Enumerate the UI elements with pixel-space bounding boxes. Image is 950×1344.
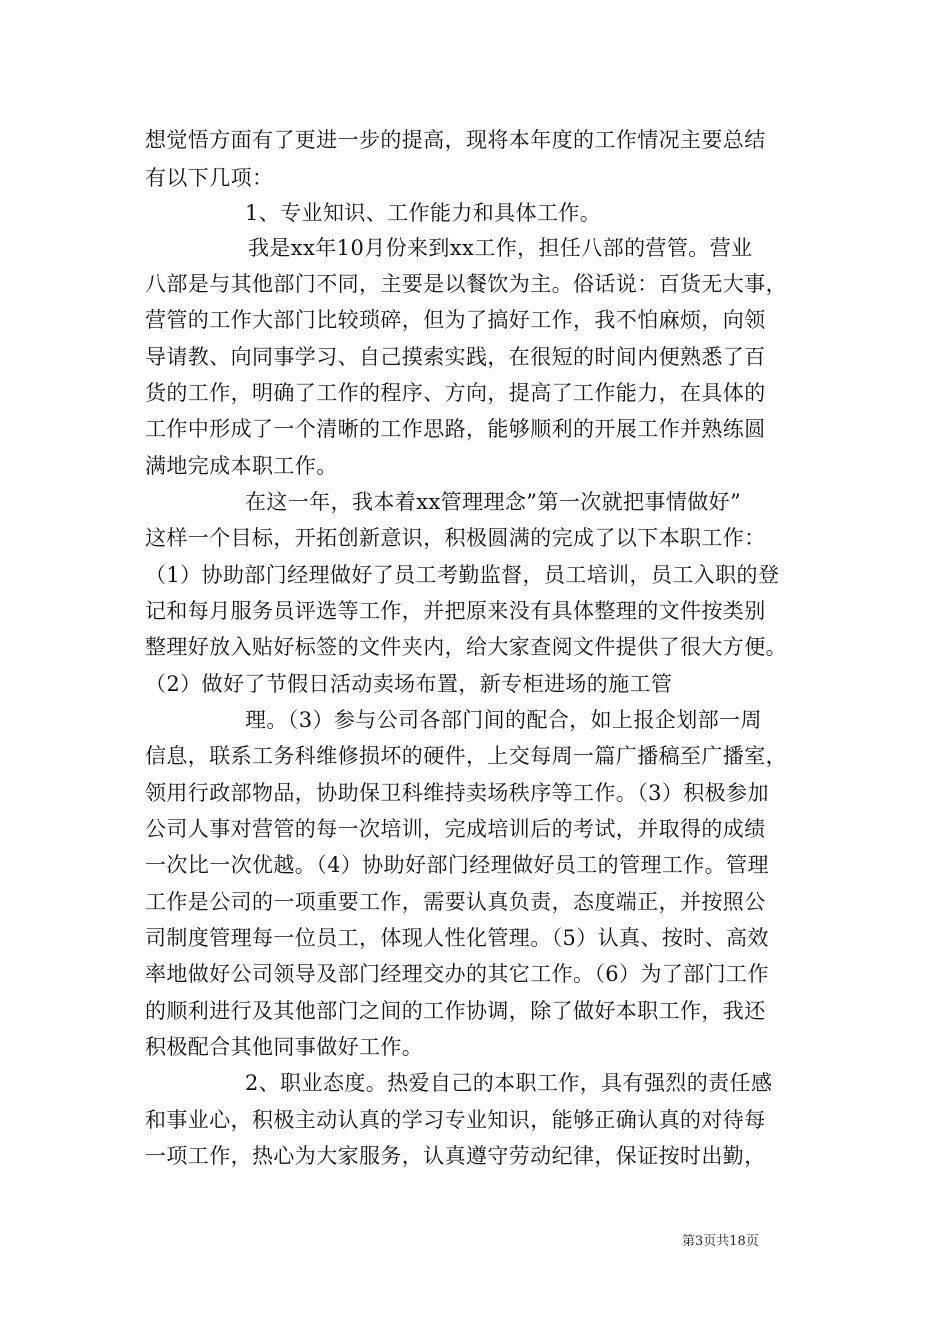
page-number-footer: 第3页共18页 bbox=[682, 1234, 759, 1249]
text-line: 想觉悟方面有了更进一步的提高，现将本年度的工作情况主要总结 bbox=[145, 128, 766, 152]
text-line: 整理好放入贴好标签的文件夹内，给大家查阅文件提供了很大方便。 bbox=[145, 635, 787, 659]
text-line: 有以下几项： bbox=[145, 166, 274, 190]
text-line: 率地做好公司领导及部门经理交办的其它工作。（6）为了部门工作 bbox=[145, 962, 769, 986]
text-line: 导请教、向同事学习、自己摸索实践，在很短的时间内便熟悉了百 bbox=[145, 345, 766, 369]
text-line: 这样一个目标，开拓创新意识，积极圆满的完成了以下本职工作： bbox=[145, 526, 766, 550]
text-line: 工作中形成了一个清晰的工作思路，能够顺利的开展工作并熟练圆 bbox=[145, 417, 766, 441]
text-line: 记和每月服务员评选等工作，并把原来没有具体整理的文件按类别 bbox=[145, 599, 766, 623]
text-line: 积极配合其他同事做好工作。 bbox=[145, 1035, 424, 1059]
text-line: 一次比一次优越。（4）协助好部门经理做好员工的管理工作。管理 bbox=[145, 853, 769, 877]
text-line: 理。（3）参与公司各部门间的配合，如上报企划部一周 bbox=[245, 708, 762, 732]
text-line: （2）做好了节假日活动卖场布置，新专柜进场的施工管 bbox=[145, 672, 673, 696]
text-line: 信息，联系工务科维修损坏的硬件，上交每周一篇广播稿至广播室， bbox=[145, 744, 787, 768]
text-line: 公司人事对营管的每一次培训，完成培训后的考试，并取得的成绩 bbox=[145, 817, 766, 841]
text-line: 满地完成本职工作。 bbox=[145, 454, 338, 478]
text-line: 1、专业知识、工作能力和具体工作。 bbox=[245, 201, 602, 225]
text-line: （1）协助部门经理做好了员工考勤监督，员工培训，员工入职的登 bbox=[145, 563, 780, 587]
text-line: 营管的工作大部门比较琐碎，但为了搞好工作，我不怕麻烦，向领 bbox=[145, 308, 766, 332]
text-line: 八部是与其他部门不同，主要是以餐饮为主。俗话说：百货无大事， bbox=[145, 272, 787, 296]
text-line: 和事业心，积极主动认真的学习专业知识，能够正确认真的对待每 bbox=[145, 1108, 766, 1132]
text-line: 在这一年，我本着xx管理理念”第一次就把事情做好” bbox=[245, 490, 742, 514]
text-line: 我是xx年10月份来到xx工作，担任八部的营管。营业 bbox=[248, 236, 753, 260]
text-line: 司制度管理每一位员工，体现人性化管理。（5）认真、按时、高效 bbox=[145, 926, 769, 950]
text-line: 领用行政部物品，协助保卫科维持卖场秩序等工作。（3）积极参加 bbox=[145, 781, 769, 805]
text-line: 工作是公司的一项重要工作，需要认真负责，态度端正，并按照公 bbox=[145, 890, 766, 914]
text-line: 一项工作，热心为大家服务，认真遵守劳动纪律，保证按时出勤， bbox=[145, 1144, 766, 1168]
text-line: 2、职业态度。热爱自己的本职工作，具有强烈的责任感 bbox=[245, 1071, 773, 1095]
text-line: 的顺利进行及其他部门之间的工作协调，除了做好本职工作，我还 bbox=[145, 999, 766, 1023]
text-line: 货的工作，明确了工作的程序、方向，提高了工作能力，在具体的 bbox=[145, 381, 766, 405]
